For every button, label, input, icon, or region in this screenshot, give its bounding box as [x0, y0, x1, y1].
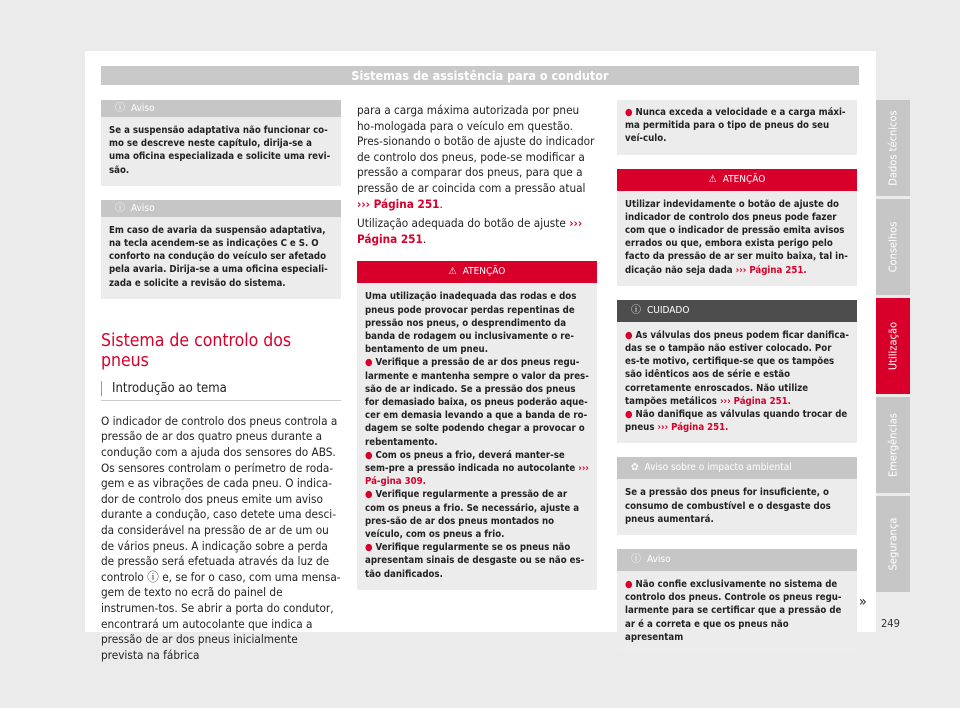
- column-1: [101, 100, 341, 663]
- atencao-box-2-head: ⚠ ATENÇÃO: [617, 169, 857, 191]
- continue-arrow-icon: »: [859, 594, 867, 610]
- page-link[interactable]: ››› Página 251: [357, 196, 440, 211]
- environment-box: [617, 457, 857, 535]
- tab-seguranca[interactable]: Segurança: [876, 496, 910, 592]
- atencao-intro: Uma utilização inadequada das rodas e dos pneus pode provocar perdas repentinas de pressão nos pneus, o desprendimento da banda de rodagem ou inclusivamente o re-bentamento de um pneu.: [365, 291, 577, 356]
- aviso-box-1-head: ⓘ Aviso: [101, 100, 341, 117]
- aviso-box-2-text: Em caso de avaria da suspensão adaptativa, na tecla acendem-se as indicações C e S. O conforto na condução do veículo ser afetado pela avaria. Dirija-se a uma oficina especiali-zada e solicite a revisão do sistema.: [101, 217, 341, 299]
- aviso-box-2-head: ⓘ Aviso: [101, 200, 341, 217]
- caution-icon: ⓘ: [631, 304, 641, 316]
- section-title: Sistema de controlo dos pneus: [101, 330, 292, 371]
- page-number: 249: [881, 617, 900, 630]
- atencao-box-2: [617, 169, 857, 286]
- subtitle: Introdução ao tema: [101, 381, 341, 396]
- intro-paragraph: O indicador de controlo dos pneus controla a pressão de ar dos quatro pneus durante a condução com a ajuda dos sensores do ABS. Os sensores controlam o perímetro de roda-gem e as vibrações de cada pneu. O indica-dor de controlo dos pneus emite um aviso durante a condução, caso detete uma desci-da considerável na pressão de ar de um ou de vários pneus. A indicação sobre a perda de pressão será efetuada através da luz de controlo ⓘ e, se for o caso, com uma mensa-gem de texto no ecrã do painel de instrumen-tos. Se abrir a porta do condutor, encontrará um autocolante que indica a pressão de ar dos pneus inicialmente prevista na fábrica: [101, 413, 341, 662]
- page-link[interactable]: ››› Página 251.: [719, 395, 791, 407]
- atencao-box-head: ⚠ ATENÇÃO: [357, 261, 597, 283]
- cuidado-box: [617, 300, 857, 444]
- atencao-box-2-body: Utilizar indevidamente o botão de ajuste do indicador de controlo dos pneus pode fazer com que o indicador de pressão emita avisos errados ou que, embora exista perigo pelo facto da pressão de ar ser muito baixa, tal in-dicação não seja dada ››› Página 251.: [617, 191, 857, 286]
- info-icon: ⓘ: [115, 202, 125, 214]
- aviso-box-1: [101, 100, 341, 186]
- page-link[interactable]: ››› Página 251.: [735, 264, 807, 276]
- page-header: Sistemas de assistência para o condutor: [101, 66, 859, 85]
- tab-emergencias[interactable]: Emergências: [876, 397, 910, 493]
- cuidado-box-body: [617, 322, 857, 444]
- divider: [101, 400, 341, 401]
- environment-box-text: Se a pressão dos pneus for insuficiente, o consumo de combustível e o desgaste dos pneus aumentará.: [625, 487, 831, 525]
- aviso-box-3-head: ⓘ Aviso: [617, 549, 857, 571]
- info-icon: ⓘ: [631, 554, 641, 566]
- continued-item: ● Nunca exceda a velocidade e a carga máxi-ma permitida para o tipo de pneus do seu veí-culo.: [625, 107, 846, 145]
- info-icon: ⓘ: [115, 103, 125, 114]
- warning-icon: ⚠: [708, 173, 717, 185]
- list-item: ● Verifique a pressão de ar dos pneus regu-larmente e mantenha sempre o valor da pres-são de ar indicado. Se a pressão dos pneus for demasiado baixa, os pneus poderão aque-cer em demasia levando a que a banda de ro-dagem se solte podendo chegar a provocar o rebentamento.: [365, 357, 589, 448]
- tab-utilizacao[interactable]: Utilização: [876, 298, 910, 394]
- tab-dados-tecnicos[interactable]: Dados técnicos: [876, 100, 910, 196]
- warning-icon: ⚠: [448, 266, 457, 278]
- page-link[interactable]: ››› Página 251.: [657, 422, 729, 434]
- column-3: [617, 100, 857, 653]
- tab-conselhos[interactable]: Conselhos: [876, 199, 910, 295]
- column-2: [357, 103, 597, 590]
- atencao-list: [365, 356, 589, 580]
- environment-box-head: ✿ Aviso sobre o impacto ambiental: [617, 457, 857, 479]
- page-link[interactable]: ››› Pá-gina 309.: [365, 462, 589, 488]
- side-tabs: [876, 100, 910, 595]
- leaf-icon: ✿: [631, 462, 639, 474]
- aviso-box-3-body: ● Não confie exclusivamente no sistema de controlo dos pneus. Controle os pneus regu-larmente para se certificar que a pressão de ar é a correta e que os pneus não apresentam: [617, 571, 857, 653]
- list-item: ● Com os pneus a frio, deverá manter-se sem-pre a pressão indicada no autocolante ››› Pá-gina 309.: [365, 449, 589, 488]
- page-link[interactable]: ››› Página 251: [357, 216, 583, 246]
- cuidado-box-head: ⓘ CUIDADO: [617, 300, 857, 322]
- aviso-box-3: [617, 549, 857, 653]
- continued-box: [617, 100, 857, 155]
- list-item: ● Verifique regularmente a pressão de ar com os pneus a frio. Se necessário, ajuste a pres-são de ar dos pneus montados no veículo, com os pneus a frio.: [365, 489, 580, 540]
- list-item: ● Não danifique as válvulas quando trocar de pneus ››› Página 251.: [625, 409, 848, 434]
- aviso-box-2: [101, 200, 341, 299]
- atencao-box: [357, 261, 597, 589]
- paragraph-continued: para a carga máxima autorizada por pneu ho-mologada para o veículo em questão. Pres-sionando o botão de ajuste do indicador de controlo dos pneus, pode-se modificar a pressão a comparar dos pneus, para que a pressão de ar coincida com a pressão atual ››› Página 251.: [357, 103, 595, 211]
- paragraph-adjust: Utilização adequada do botão de ajuste ››› Página 251.: [357, 216, 583, 246]
- atencao-box-body: [357, 283, 597, 589]
- list-item: ● As válvulas dos pneus podem ficar danifica-das se o tampão não estiver colocado. Por es-te motivo, certifique-se que os tampões são idênticos aos de série e estão corretamente enroscados. Não utilize tampões metálicos ››› Página 251.: [625, 329, 849, 407]
- list-item: ● Verifique regularmente se os pneus não apresentam sinais de desgaste ou se não es-tão danificados.: [365, 542, 585, 580]
- aviso-box-1-text: Se a suspensão adaptativa não funcionar co-mo se descreve neste capítulo, dirija-se a uma oficina especializada e solicite uma revi-são.: [101, 117, 341, 186]
